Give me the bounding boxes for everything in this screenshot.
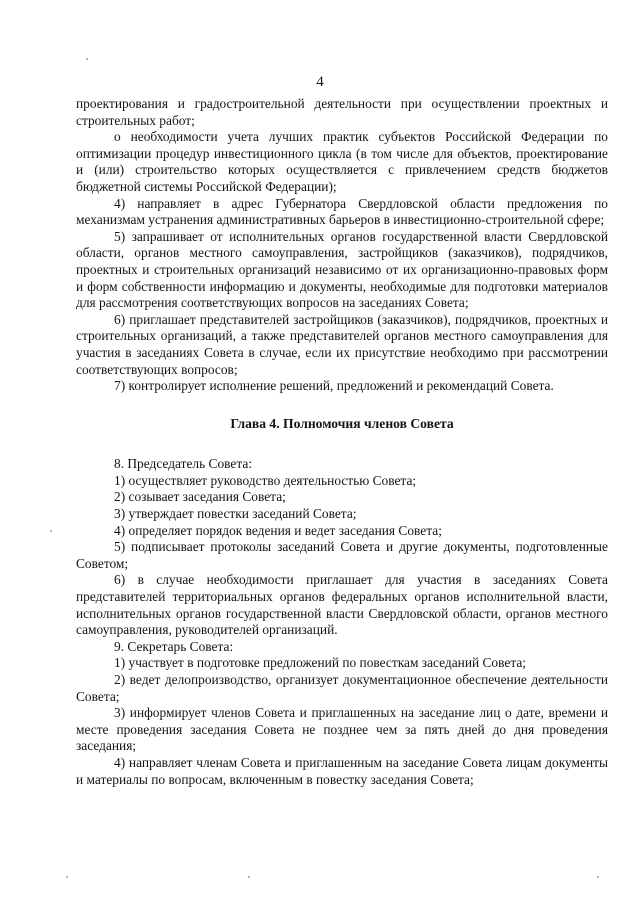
scan-speck	[597, 876, 599, 878]
section-chapter-4	[76, 456, 608, 788]
paragraph: 5) запрашивает от исполнительных органов государственной власти Свердловской области, органов местного самоуправления, застройщиков (заказчиков), подрядчиков, проектных и строительных организаций независимо от их организационно-правовых форм и форм собственности информацию и документы, необходимые для подготовки материалов для рассмотрения соответствующих вопросов на заседаниях Совета;	[76, 228, 608, 311]
paragraph: 4) определяет порядок ведения и ведет заседания Совета;	[114, 522, 442, 538]
chapter-title: Глава 4. Полномочия членов Совета	[230, 415, 454, 431]
paragraph: 2) созывает заседания Совета;	[114, 489, 286, 505]
paragraph: 9. Секретарь Совета:	[114, 638, 234, 654]
paragraph: проектирования и градостроительной деятельности при осуществлении проектных и строительных работ;	[76, 96, 608, 128]
paragraph: 1) осуществляет руководство деятельностью Совета;	[114, 472, 417, 488]
paragraph: о необходимости учета лучших практик субъектов Российской Федерации по оптимизации процедур инвестиционного цикла (в том числе для объектов, проектирование и (или) строительство которых осуществляется с привлечением средств бюджетов бюджетной системы Российской Федерации);	[76, 129, 608, 194]
paragraph: 1) участвует в подготовке предложений по повесткам заседаний Совета;	[114, 655, 526, 671]
paragraph: 8. Председатель Совета:	[114, 456, 253, 472]
paragraph: 6) приглашает представителей застройщиков (заказчиков), подрядчиков, проектных и строительных организаций, а также представителей органов местного самоуправления для участия в заседаниях Совета в случае, если их присутствие необходимо при рассмотрении соответствующих вопросов;	[76, 311, 608, 377]
scan-speck	[248, 876, 250, 878]
document-body	[76, 96, 608, 788]
section-before-chapter	[76, 96, 608, 395]
paragraph: 4) направляет в адрес Губернатора Свердловской области предложения по механизмам устранения административных барьеров в инвестиционно-строительной сфере;	[76, 195, 608, 228]
paragraph: 6) в случае необходимости приглашает для участия в заседаниях Совета представителей территориальных органов федеральных органов исполнительной власти, исполнительных органов государственной власти Свердловской области, органов местного самоуправления, руководителей организаций.	[76, 572, 608, 638]
page-number: 4	[316, 74, 324, 90]
paragraph: 3) информирует членов Совета и приглашенных на заседание лиц о дате, времени и месте проведения заседания Совета не позднее чем за пять дней до дня проведения заседания;	[76, 705, 608, 754]
paragraph: 7) контролирует исполнение решений, предложений и рекомендаций Совета.	[114, 378, 554, 394]
scan-speck	[86, 58, 88, 60]
paragraph: 5) подписывает протоколы заседаний Совета и другие документы, подготовленные Советом;	[76, 539, 608, 571]
paragraph: 2) ведет делопроизводство, организует документационное обеспечение деятельности Совета;	[76, 672, 608, 704]
scan-speck	[66, 876, 68, 878]
scan-speck	[50, 530, 52, 532]
paragraph: 3) утверждает повестки заседаний Совета;	[114, 506, 357, 522]
paragraph: 4) направляет членам Совета и приглашенным на заседание Совета лицам документы и материалы по вопросам, включенным в повестку заседания Совета;	[76, 754, 608, 787]
